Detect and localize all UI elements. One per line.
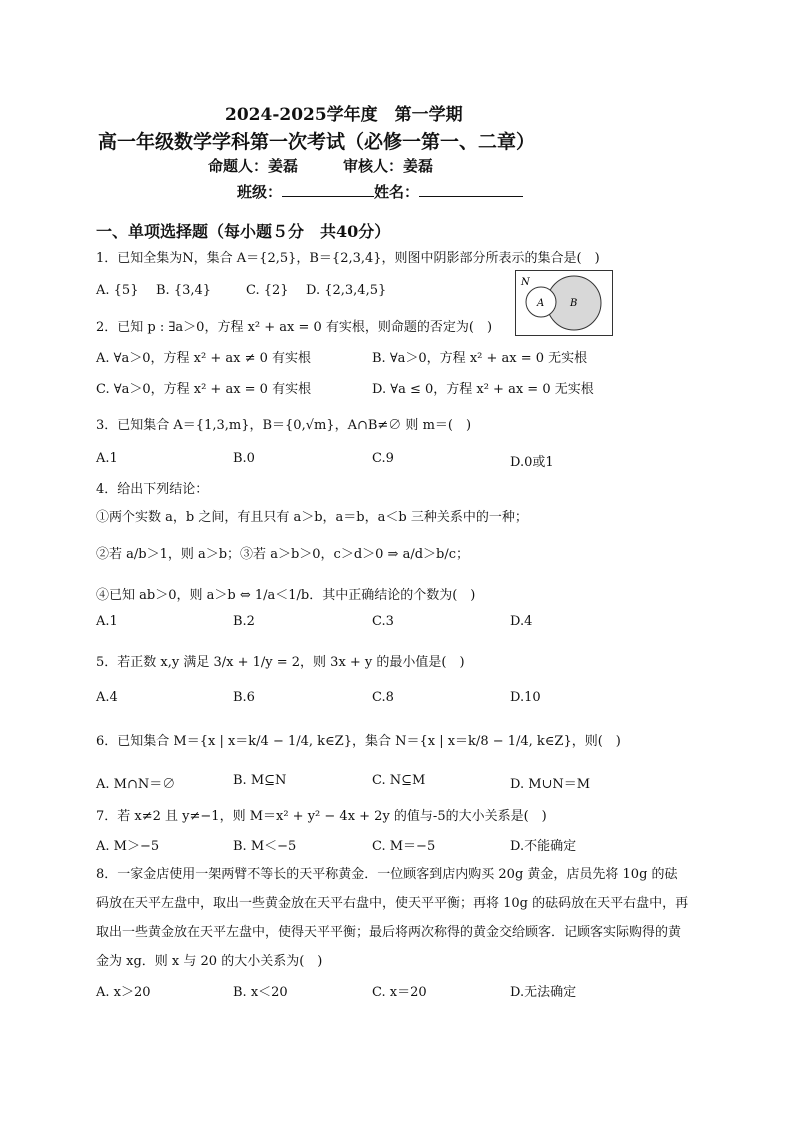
class-blank[interactable] (282, 182, 374, 197)
question-4-stem: 4．给出下列结论： (96, 482, 209, 497)
question-8-option-d: D.无法确定 (510, 985, 577, 1000)
question-2-option-a: A. ∀a＞0，方程 x² + ax ≠ 0 有实根 (96, 351, 311, 366)
question-4-option-a: A.1 (96, 614, 118, 629)
class-label: 班级： (237, 183, 283, 201)
question-3-option-d: D.0或1 (510, 455, 554, 470)
question-5-option-d: D.10 (510, 690, 541, 705)
question-7-option-b: B. M＜−5 (233, 839, 297, 854)
question-5-option-a: A.4 (96, 690, 118, 705)
venn-diagram (515, 270, 613, 336)
question-8-line-2: 码放在天平左盘中，取出一些黄金放在天平右盘中，使天平平衡；再将 10g 的砝码放在天平右盘中，再 (96, 896, 689, 911)
question-4-option-b: B.2 (233, 614, 255, 629)
question-2-stem: 2．已知 p : ∃a＞0，方程 x² + ax = 0 有实根，则命题的否定为( ) (96, 320, 493, 335)
class-name-line (237, 181, 523, 202)
question-4-line-3: ④已知 ab＞0，则 a＞b ⇔ 1/a＜1/b．其中正确结论的个数为( ) (96, 588, 476, 603)
set-b-label: B (570, 298, 578, 309)
question-6-stem: 6．已知集合 M＝{x | x＝k/4 − 1/4, k∈Z}，集合 N＝{x | x＝k/8 − 1/4, k∈Z}，则( ) (96, 734, 621, 749)
question-8-line-4: 金为 xg．则 x 与 20 的大小关系为( ) (96, 954, 323, 969)
question-1-option-d: D. {2,3,4,5} (306, 283, 387, 298)
question-4-line-2: ②若 a/b＞1，则 a＞b；③若 a＞b＞0，c＞d＞0 ⇒ a/d＞b/c； (96, 547, 470, 562)
question-2-option-c: C. ∀a＞0，方程 x² + ax = 0 有实根 (96, 382, 312, 397)
question-2-option-d: D. ∀a ≤ 0，方程 x² + ax = 0 无实根 (372, 382, 594, 397)
question-8-option-b: B. x＜20 (233, 985, 288, 1000)
question-7-stem: 7．若 x≠2 且 y≠−1，则 M＝x² + y² − 4x + 2y 的值与-5的大小关系是( ) (96, 809, 547, 824)
question-1-option-b: B. {3,4} (156, 283, 212, 298)
question-8-option-c: C. x＝20 (372, 985, 427, 1000)
question-6-option-d: D. M∪N＝M (510, 777, 591, 792)
section-heading: 一、单项选择题（每小题５分 共40分） (96, 222, 391, 241)
name-blank[interactable] (419, 182, 523, 197)
question-6-option-c: C. N⊆M (372, 773, 426, 788)
question-2-option-b: B. ∀a＞0，方程 x² + ax = 0 无实根 (372, 351, 588, 366)
question-5-stem: 5．若正数 x,y 满足 3/x + 1/y = 2，则 3x + y 的最小值是( ) (96, 655, 465, 670)
question-3-option-a: A.1 (96, 451, 118, 466)
question-5-option-c: C.8 (372, 690, 394, 705)
question-8-option-a: A. x＞20 (96, 985, 151, 1000)
set-a-label: A (537, 298, 545, 309)
exam-title: 2024-2025学年度 第一学期 (225, 105, 463, 125)
question-1-stem: 1．已知全集为N，集合 A＝{2,5}，B＝{2,3,4}，则图中阴影部分所表示的集合是( ) (96, 251, 600, 266)
name-label: 姓名： (374, 183, 420, 201)
question-4-option-c: C.3 (372, 614, 394, 629)
question-8-line-3: 取出一些黄金放在天平左盘中，使得天平平衡；最后将两次称得的黄金交给顾客．记顾客实际购得的黄 (96, 925, 682, 940)
universe-label: N (521, 277, 530, 288)
question-1-option-c: C. {2} (246, 283, 289, 298)
question-4-option-d: D.4 (510, 614, 533, 629)
question-3-option-c: C.9 (372, 451, 394, 466)
question-7-option-d: D.不能确定 (510, 839, 577, 854)
question-4-line-1: ①两个实数 a，b 之间，有且只有 a＞b，a＝b，a＜b 三种关系中的一种； (96, 510, 528, 525)
author-line: 命题人：姜磊 审核人：姜磊 (208, 157, 434, 175)
question-7-option-c: C. M＝−5 (372, 839, 436, 854)
exam-subtitle: 高一年级数学学科第一次考试（必修一第一、二章） (98, 131, 536, 153)
question-5-option-b: B.6 (233, 690, 255, 705)
question-3-option-b: B.0 (233, 451, 255, 466)
question-1-option-a: A. {5} (96, 283, 139, 298)
question-8-line-1: 8．一家金店使用一架两臂不等长的天平称黄金．一位顾客到店内购买 20g 黄金，店员先将 10g 的砝 (96, 867, 678, 882)
question-3-stem: 3．已知集合 A＝{1,3,m}，B＝{0,√m}，A∩B≠∅ 则 m＝( ) (96, 418, 472, 433)
question-6-option-b: B. M⊆N (233, 773, 287, 788)
question-6-option-a: A. M∩N＝∅ (96, 777, 176, 792)
question-7-option-a: A. M＞−5 (96, 839, 160, 854)
